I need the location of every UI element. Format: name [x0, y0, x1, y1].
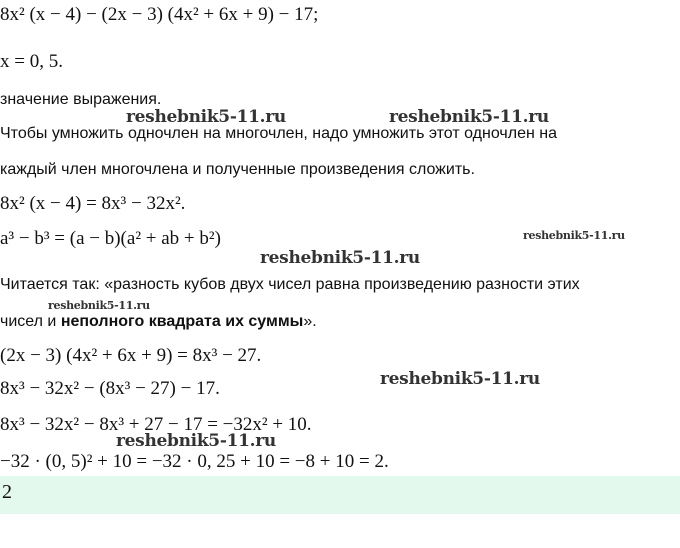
watermark: reshebnik5-11.ru — [260, 248, 420, 268]
expression-line-2: x = 0, 5. — [0, 51, 63, 72]
rule-line-2: каждый член многочлена и полученные произведения сложить. — [0, 161, 475, 178]
answer-box — [0, 476, 680, 514]
watermark: reshebnik5-11.ru — [126, 107, 286, 127]
step-monomial: 8x² (x − 4) = 8x³ − 32x². — [0, 193, 186, 214]
rule-line-1: Чтобы умножить одночлен на многочлен, надо умножить этот одночлен на — [0, 125, 557, 142]
task-caption: значение выражения. — [0, 91, 162, 108]
expression-line-1: 8x² (x − 4) − (2x − 3) (4x² + 6x + 9) − 17; — [0, 4, 319, 25]
watermark: reshebnik5-11.ru — [116, 431, 276, 451]
step-3: 8x³ − 32x² − 8x³ + 27 − 17 = −32x² + 10. — [0, 414, 312, 435]
watermark: reshebnik5-11.ru — [380, 369, 540, 389]
watermark: reshebnik5-11.ru — [389, 107, 549, 127]
reading-suffix: ». — [303, 313, 317, 330]
watermark: reshebnik5-11.ru — [48, 299, 150, 312]
step-1: (2x − 3) (4x² + 6x + 9) = 8x³ − 27. — [0, 345, 262, 366]
reading-line-1: Читается так: «разность кубов двух чисел равна произведению разности этих — [0, 276, 580, 293]
reading-prefix: чисел и — [0, 313, 61, 330]
step-4: −32 · (0, 5)² + 10 = −32 · 0, 25 + 10 = −8 + 10 = 2. — [0, 451, 389, 472]
watermark: reshebnik5-11.ru — [523, 229, 625, 242]
step-2: 8x³ − 32x² − (8x³ − 27) − 17. — [0, 378, 220, 399]
reading-bold-term: неполного квадрата их суммы — [60, 313, 304, 330]
answer-value: 2 — [2, 481, 12, 503]
cube-formula: a³ − b³ = (a − b)(a² + ab + b²) — [0, 228, 221, 249]
reading-line-2 — [0, 311, 317, 333]
